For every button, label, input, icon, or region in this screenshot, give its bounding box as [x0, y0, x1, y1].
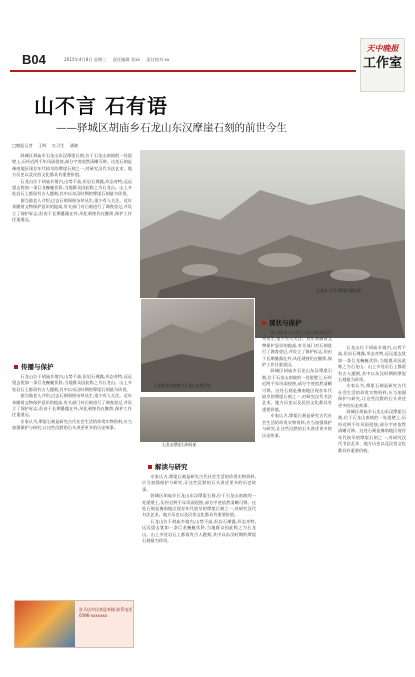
body-paragraph: 据当地老人介绍,过去石刻周围杂草丛生,很少有人关注。近年来随着文物保护意识的提高,有关部门对石刻进行了调查登记,并设立了保护标志,但由于长期暴露在外,风化剥蚀仍在继续,保护工作任重道远。 [262, 330, 332, 368]
brand-main: 工作室 [362, 56, 402, 71]
ad-image [15, 601, 75, 647]
secondary-photo [140, 298, 255, 393]
body-paragraph: 石龙山位于胡庙乡境内,山势不高,但岩石裸露,形态奇特,远远望去犹如一条巨龙蜿蜒伏卧,当地群众因此称之为石龙山。山上多处岩石上都留有古人题刻,其中以东汉时期的摩崖石刻最为珍贵。 [338, 345, 406, 383]
header-bar [10, 48, 356, 72]
hillside-image [141, 299, 255, 393]
meta-date: 2015年4月8日 星期三 [64, 57, 107, 62]
byline-author-2: 潘晓 [69, 143, 79, 148]
byline-role-2: 实习生 [51, 143, 65, 148]
article-title: 山不言 石有语 [34, 94, 168, 118]
body-paragraph: 驿城区胡庙乡石龙山东汉摩崖石刻,位于石龙山南坡的一处崖壁上,历经近两千年风雨侵蚀,部分字迹依然清晰可辨。这处石刻是豫南地区现存年代较早的摩崖石刻之一,对研究汉代书法艺术、地方历史以及民俗文化都具有重要价值。 [12, 153, 132, 178]
page-number: B04 [22, 52, 46, 67]
body-paragraph: 驿城区胡庙乡石龙山东汉摩崖石刻,位于石龙山南坡的一处崖壁上,历经近两千年风雨侵蚀,部分字迹依然清晰可辨。这处石刻是豫南地区现存年代较早的摩崖石刻之一,对研究汉代书法艺术、地方历史以及民俗文化都具有重要价值。 [262, 368, 332, 412]
meta-proofreader: 责任校对 xx [146, 57, 170, 62]
body-column-1b [12, 374, 132, 594]
body-paragraph: 石龙山位于胡庙乡境内,山势不高,但岩石裸露,形态奇特,远远望去犹如一条巨龙蜿蜒伏卧,当地群众因此称之为石龙山。山上多处岩石上都留有古人题刻,其中以东汉时期的摩崖石刻最为珍贵。 [12, 178, 132, 197]
ad-text: 驻马店市民欢迎来稿 联系电话 0396-xxxxxxx [79, 607, 133, 618]
byline [12, 143, 82, 149]
byline-author: 王辉 [38, 143, 47, 148]
detail-photo-caption: 石龙山摩崖石刻局部 [162, 442, 197, 447]
body-column-3 [262, 330, 332, 660]
advertisement[interactable] [14, 600, 134, 648]
main-photo-caption: 石龙山"天书"摩崖石刻远景 [316, 288, 362, 293]
body-column-2 [142, 474, 256, 660]
body-paragraph: 专家认为,摩崖石刻是研究古代社会生活的珍贵实物资料,应当加强保护与研究,让这些沉默的石头讲述更多的历史故事。 [262, 413, 332, 438]
section-heading-spread: 传播与保护 [14, 362, 54, 371]
body-paragraph: 驿城区胡庙乡石龙山东汉摩崖石刻,位于石龙山南坡的一处崖壁上,历经近两千年风雨侵蚀,部分字迹依然清晰可辨。这处石刻是豫南地区现存年代较早的摩崖石刻之一,对研究汉代书法艺术、地方历史以及民俗文化都具有重要价值。 [338, 409, 406, 453]
brand-box [360, 38, 405, 92]
article-subtitle: ——驿城区胡庙乡石龙山东汉摩崖石刻的前世今生 [56, 122, 287, 134]
section-heading-research: 解读与研究 [148, 462, 188, 471]
body-paragraph: 驿城区胡庙乡石龙山东汉摩崖石刻,位于石龙山南坡的一处崖壁上,历经近两千年风雨侵蚀,部分字迹依然清晰可辨。这处石刻是豫南地区现存年代较早的摩崖石刻之一,对研究汉代书法艺术、地方历史以及民俗文化都具有重要价值。 [142, 493, 256, 518]
body-paragraph: 石龙山位于胡庙乡境内,山势不高,但岩石裸露,形态奇特,远远望去犹如一条巨龙蜿蜒伏卧,当地群众因此称之为石龙山。山上多处岩石上都留有古人题刻,其中以东汉时期的摩崖石刻最为珍贵。 [12, 374, 132, 392]
body-paragraph: 据当地老人介绍,过去石刻周围杂草丛生,很少有人关注。近年来随着文物保护意识的提高,有关部门对石刻进行了调查登记,并设立了保护标志,但由于长期暴露在外,风化剥蚀仍在继续,保护工作任重道远。 [12, 393, 132, 418]
body-paragraph: 据当地老人介绍,过去石刻周围杂草丛生,很少有人关注。近年来随着文物保护意识的提高,有关部门对石刻进行了调查登记,并设立了保护标志,但由于长期暴露在外,风化剥蚀仍在继续,保护工作任重道远。 [12, 197, 132, 223]
brand-small: 天中晚报 [366, 43, 399, 53]
body-column-1 [12, 153, 132, 355]
byline-role: □晚报记者 [12, 143, 33, 148]
meta-editor: 责任编辑 张xx [112, 57, 141, 62]
body-paragraph: 专家认为,摩崖石刻是研究古代社会生活的珍贵实物资料,应当加强保护与研究,让这些沉默的石头讲述更多的历史故事。 [338, 383, 406, 408]
body-column-4 [338, 345, 406, 660]
body-paragraph: 专家认为,摩崖石刻是研究古代社会生活的珍贵实物资料,应当加强保护与研究,让这些沉默的石头讲述更多的历史故事。 [142, 474, 256, 492]
body-paragraph: 石龙山位于胡庙乡境内,山势不高,但岩石裸露,形态奇特,远远望去犹如一条巨龙蜿蜒伏卧,当地群众因此称之为石龙山。山上多处岩石上都留有古人题刻,其中以东汉时期的摩崖石刻最为珍贵。 [142, 518, 256, 544]
body-paragraph: 专家认为,摩崖石刻是研究古代社会生活的珍贵实物资料,应当加强保护与研究,让这些沉默的石头讲述更多的历史故事。 [12, 418, 132, 431]
header-meta [64, 57, 174, 63]
section-heading-status: 现状与保护 [262, 318, 302, 327]
secondary-photo-caption: 石刻所在的崖壁与石龙山自然环境 [154, 383, 211, 388]
detail-photo [140, 397, 255, 442]
